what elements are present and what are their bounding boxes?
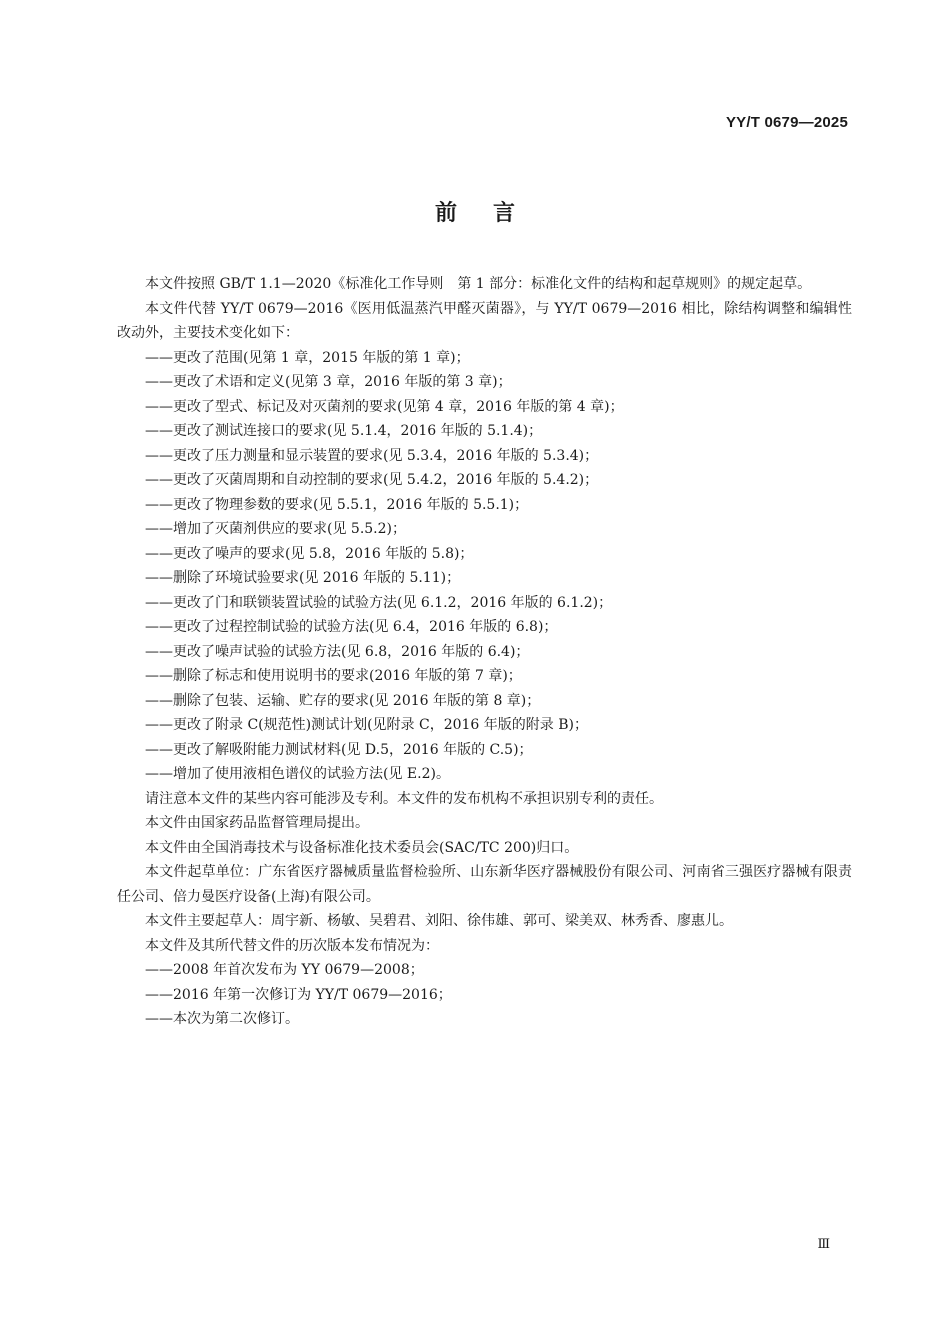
page-number: Ⅲ — [817, 1237, 830, 1252]
change-item: ——更改了测试连接口的要求(见 5.1.4，2016 年版的 5.1.4)； — [145, 423, 543, 439]
paragraph-committee: 本文件由全国消毒技术与设备标准化技术委员会(SAC/TC 200)归口。 — [145, 839, 579, 856]
paragraph-drafters: 本文件主要起草人：周宇新、杨敏、吴碧君、刘阳、徐伟雄、郭可、梁美双、林秀香、廖惠儿。 — [145, 913, 733, 929]
paragraph-replacement: 本文件代替 YY/T 0679—2016《医用低温蒸汽甲醛灭菌器》，与 YY/T 0679—2016 相比，除结构调整和编辑性改动外，主要技术变化如下： — [117, 300, 852, 341]
change-item: ——更改了门和联锁装置试验的试验方法(见 6.1.2，2016 年版的 6.1.2)； — [145, 594, 613, 611]
change-item: ——更改了附录 C(规范性)测试计划(见附录 C，2016 年版的附录 B)； — [145, 717, 588, 733]
change-item: ——更改了压力测量和显示装置的要求(见 5.3.4，2016 年版的 5.3.4)； — [145, 447, 599, 464]
change-item: ——更改了解吸附能力测试材料(见 D.5，2016 年版的 C.5)； — [145, 741, 533, 758]
page-title: 前言 — [434, 201, 551, 226]
change-item: ——删除了标志和使用说明书的要求(2016 年版的第 7 章)； — [145, 668, 522, 684]
change-item: ——更改了型式、标记及对灭菌剂的要求(见第 4 章，2016 年版的第 4 章)； — [145, 398, 624, 415]
change-item: ——更改了术语和定义(见第 3 章，2016 年版的第 3 章)； — [145, 374, 512, 390]
history-list — [117, 958, 852, 1032]
change-list — [117, 346, 852, 787]
change-item: ——删除了包装、运输、贮存的要求(见 2016 年版的第 8 章)； — [145, 692, 541, 709]
change-item: ——更改了噪声的要求(见 5.8，2016 年版的 5.8)； — [145, 545, 474, 562]
paragraph-drafting-units: 本文件起草单位：广东省医疗器械质量监督检验所、山东新华医疗器械股份有限公司、河南省三强医疗器械有限责任公司、倍力曼医疗设备(上海)有限公司。 — [117, 864, 852, 905]
change-item: ——更改了范围(见第 1 章，2015 年版的第 1 章)； — [145, 349, 470, 366]
change-item: ——更改了噪声试验的试验方法(见 6.8，2016 年版的 6.4)； — [145, 643, 530, 660]
preface-body — [117, 272, 852, 1032]
change-item: ——更改了过程控制试验的试验方法(见 6.4，2016 年版的 6.8)； — [145, 619, 558, 635]
paragraph-patent-notice: 请注意本文件的某些内容可能涉及专利。本文件的发布机构不承担识别专利的责任。 — [145, 790, 663, 807]
document-code: YY/T 0679—2025 — [725, 114, 848, 131]
history-item: ——2008 年首次发布为 YY 0679—2008； — [145, 962, 424, 978]
change-item: ——增加了使用液相色谱仪的试验方法(见 E.2)。 — [145, 766, 450, 782]
paragraph-proposer: 本文件由国家药品监督管理局提出。 — [145, 815, 369, 831]
change-item: ——更改了灭菌周期和自动控制的要求(见 5.4.2，2016 年版的 5.4.2)； — [145, 472, 599, 488]
change-item: ——更改了物理参数的要求(见 5.5.1，2016 年版的 5.5.1)； — [145, 496, 529, 513]
paragraph-history-intro: 本文件及其所代替文件的历次版本发布情况为： — [145, 937, 439, 954]
change-item: ——删除了环境试验要求(见 2016 年版的 5.11)； — [145, 570, 461, 586]
change-item: ——增加了灭菌剂供应的要求(见 5.5.2)； — [145, 521, 406, 537]
history-item: ——本次为第二次修订。 — [145, 1011, 299, 1027]
history-item: ——2016 年第一次修订为 YY/T 0679—2016； — [145, 986, 452, 1003]
paragraph-drafting-rules: 本文件按照 GB/T 1.1—2020《标准化工作导则 第 1 部分：标准化文件的结构和起草规则》的规定起草。 — [145, 276, 812, 292]
